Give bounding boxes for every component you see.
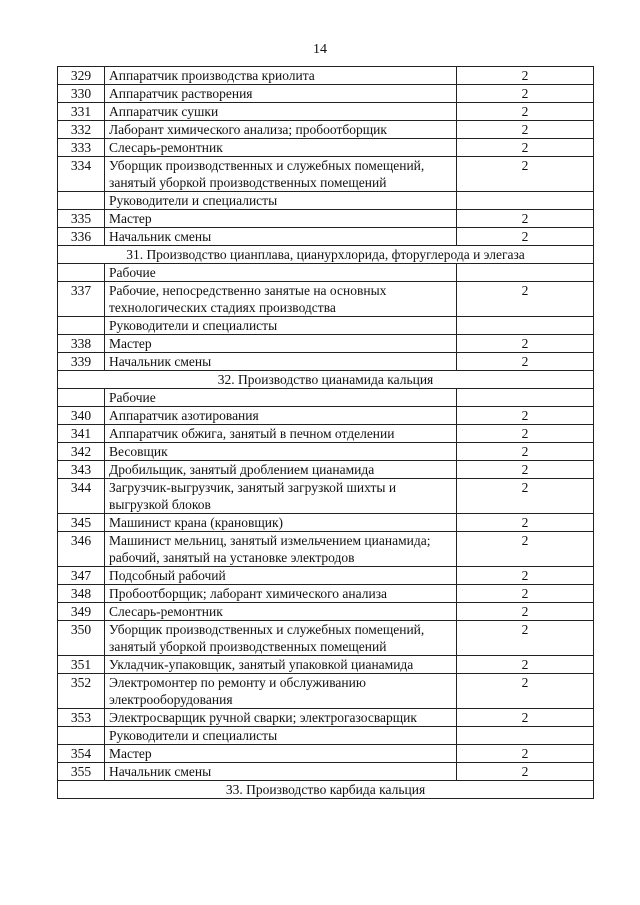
row-number: 346 bbox=[58, 532, 105, 567]
row-value: 2 bbox=[457, 210, 594, 228]
position-name: Уборщик производственных и служебных помещений, занятый уборкой производственных помещений bbox=[105, 621, 457, 656]
table-row bbox=[58, 479, 594, 514]
row-number: 350 bbox=[58, 621, 105, 656]
row-number: 330 bbox=[58, 85, 105, 103]
table-row bbox=[58, 157, 594, 192]
section-heading-row bbox=[58, 781, 594, 799]
row-value: 2 bbox=[457, 567, 594, 585]
group-subheading: Рабочие bbox=[105, 389, 457, 407]
row-value: 2 bbox=[457, 121, 594, 139]
row-value: 2 bbox=[457, 763, 594, 781]
table-row bbox=[58, 763, 594, 781]
position-name: Начальник смены bbox=[105, 228, 457, 246]
table-row bbox=[58, 709, 594, 727]
row-number: 354 bbox=[58, 745, 105, 763]
position-name: Мастер bbox=[105, 745, 457, 763]
row-value: 2 bbox=[457, 479, 594, 514]
row-number: 355 bbox=[58, 763, 105, 781]
row-value: 2 bbox=[457, 103, 594, 121]
positions-table bbox=[57, 66, 594, 799]
row-number: 348 bbox=[58, 585, 105, 603]
position-name: Пробоотборщик; лаборант химического анализа bbox=[105, 585, 457, 603]
page-number: 14 bbox=[313, 42, 327, 57]
table-row bbox=[58, 353, 594, 371]
row-value: 2 bbox=[457, 139, 594, 157]
table-row bbox=[58, 139, 594, 157]
position-name: Аппаратчик обжига, занятый в печном отделении bbox=[105, 425, 457, 443]
row-number: 337 bbox=[58, 282, 105, 317]
table-row bbox=[58, 745, 594, 763]
subheading-row bbox=[58, 264, 594, 282]
section-heading-row bbox=[58, 371, 594, 389]
position-name: Начальник смены bbox=[105, 353, 457, 371]
row-number: 344 bbox=[58, 479, 105, 514]
table-row bbox=[58, 585, 594, 603]
row-value bbox=[457, 264, 594, 282]
row-number: 329 bbox=[58, 67, 105, 85]
position-name: Мастер bbox=[105, 335, 457, 353]
group-subheading: Руководители и специалисты bbox=[105, 192, 457, 210]
row-value: 2 bbox=[457, 85, 594, 103]
subheading-row bbox=[58, 192, 594, 210]
table-row bbox=[58, 674, 594, 709]
section-heading: 33. Производство карбида кальция bbox=[58, 781, 594, 799]
row-value: 2 bbox=[457, 157, 594, 192]
table-row bbox=[58, 567, 594, 585]
row-number: 352 bbox=[58, 674, 105, 709]
row-number bbox=[58, 317, 105, 335]
row-number: 335 bbox=[58, 210, 105, 228]
group-subheading: Руководители и специалисты bbox=[105, 317, 457, 335]
table-row bbox=[58, 621, 594, 656]
row-value bbox=[457, 192, 594, 210]
position-name: Мастер bbox=[105, 210, 457, 228]
table-row bbox=[58, 407, 594, 425]
position-name: Весовщик bbox=[105, 443, 457, 461]
table-row bbox=[58, 335, 594, 353]
row-number: 333 bbox=[58, 139, 105, 157]
table-row bbox=[58, 103, 594, 121]
row-value: 2 bbox=[457, 621, 594, 656]
table-row bbox=[58, 282, 594, 317]
row-value: 2 bbox=[457, 674, 594, 709]
group-subheading: Рабочие bbox=[105, 264, 457, 282]
position-name: Аппаратчик азотирования bbox=[105, 407, 457, 425]
position-name: Рабочие, непосредственно занятые на основных технологических стадиях производства bbox=[105, 282, 457, 317]
row-value: 2 bbox=[457, 67, 594, 85]
row-number: 347 bbox=[58, 567, 105, 585]
row-number: 353 bbox=[58, 709, 105, 727]
row-number: 349 bbox=[58, 603, 105, 621]
row-value bbox=[457, 727, 594, 745]
position-name: Электромонтер по ремонту и обслуживанию электрооборудования bbox=[105, 674, 457, 709]
table-row bbox=[58, 443, 594, 461]
position-name: Аппаратчик производства криолита bbox=[105, 67, 457, 85]
table-row bbox=[58, 461, 594, 479]
table-row bbox=[58, 532, 594, 567]
row-value: 2 bbox=[457, 532, 594, 567]
row-number bbox=[58, 192, 105, 210]
row-value: 2 bbox=[457, 425, 594, 443]
row-number bbox=[58, 389, 105, 407]
position-name: Начальник смены bbox=[105, 763, 457, 781]
row-number: 343 bbox=[58, 461, 105, 479]
position-name: Машинист мельниц, занятый измельчением цианамида; рабочий, занятый на установке электродов bbox=[105, 532, 457, 567]
position-name: Слесарь-ремонтник bbox=[105, 139, 457, 157]
row-value: 2 bbox=[457, 514, 594, 532]
row-number: 331 bbox=[58, 103, 105, 121]
table-row bbox=[58, 121, 594, 139]
row-number: 345 bbox=[58, 514, 105, 532]
position-name: Лаборант химического анализа; пробоотборщик bbox=[105, 121, 457, 139]
row-number: 334 bbox=[58, 157, 105, 192]
row-value: 2 bbox=[457, 407, 594, 425]
table-row bbox=[58, 67, 594, 85]
row-number: 336 bbox=[58, 228, 105, 246]
position-name: Укладчик-упаковщик, занятый упаковкой цианамида bbox=[105, 656, 457, 674]
row-value: 2 bbox=[457, 709, 594, 727]
subheading-row bbox=[58, 389, 594, 407]
row-value: 2 bbox=[457, 228, 594, 246]
position-name: Машинист крана (крановщик) bbox=[105, 514, 457, 532]
row-number: 338 bbox=[58, 335, 105, 353]
row-value: 2 bbox=[457, 461, 594, 479]
row-value bbox=[457, 317, 594, 335]
row-number: 339 bbox=[58, 353, 105, 371]
position-name: Слесарь-ремонтник bbox=[105, 603, 457, 621]
row-value bbox=[457, 389, 594, 407]
row-value: 2 bbox=[457, 353, 594, 371]
section-heading: 31. Производство цианплава, цианурхлорида, фторуглерода и элегаза bbox=[58, 246, 594, 264]
row-value: 2 bbox=[457, 745, 594, 763]
row-value: 2 bbox=[457, 585, 594, 603]
position-name: Подсобный рабочий bbox=[105, 567, 457, 585]
position-name: Аппаратчик сушки bbox=[105, 103, 457, 121]
row-value: 2 bbox=[457, 603, 594, 621]
position-name: Загрузчик-выгрузчик, занятый загрузкой шихты и выгрузкой блоков bbox=[105, 479, 457, 514]
row-value: 2 bbox=[457, 656, 594, 674]
section-heading: 32. Производство цианамида кальция bbox=[58, 371, 594, 389]
table-row bbox=[58, 210, 594, 228]
row-number: 341 bbox=[58, 425, 105, 443]
section-heading-row bbox=[58, 246, 594, 264]
subheading-row bbox=[58, 317, 594, 335]
row-number: 340 bbox=[58, 407, 105, 425]
table-row bbox=[58, 514, 594, 532]
row-number: 351 bbox=[58, 656, 105, 674]
row-number bbox=[58, 727, 105, 745]
table-row bbox=[58, 656, 594, 674]
table-row bbox=[58, 425, 594, 443]
table-row bbox=[58, 228, 594, 246]
table-row bbox=[58, 85, 594, 103]
position-name: Электросварщик ручной сварки; электрогазосварщик bbox=[105, 709, 457, 727]
subheading-row bbox=[58, 727, 594, 745]
row-value: 2 bbox=[457, 335, 594, 353]
position-name: Аппаратчик растворения bbox=[105, 85, 457, 103]
row-number bbox=[58, 264, 105, 282]
position-name: Дробильщик, занятый дроблением цианамида bbox=[105, 461, 457, 479]
group-subheading: Руководители и специалисты bbox=[105, 727, 457, 745]
table-row bbox=[58, 603, 594, 621]
row-number: 342 bbox=[58, 443, 105, 461]
row-number: 332 bbox=[58, 121, 105, 139]
position-name: Уборщик производственных и служебных помещений, занятый уборкой производственных помещений bbox=[105, 157, 457, 192]
row-value: 2 bbox=[457, 282, 594, 317]
row-value: 2 bbox=[457, 443, 594, 461]
positions-table-body bbox=[58, 67, 594, 799]
